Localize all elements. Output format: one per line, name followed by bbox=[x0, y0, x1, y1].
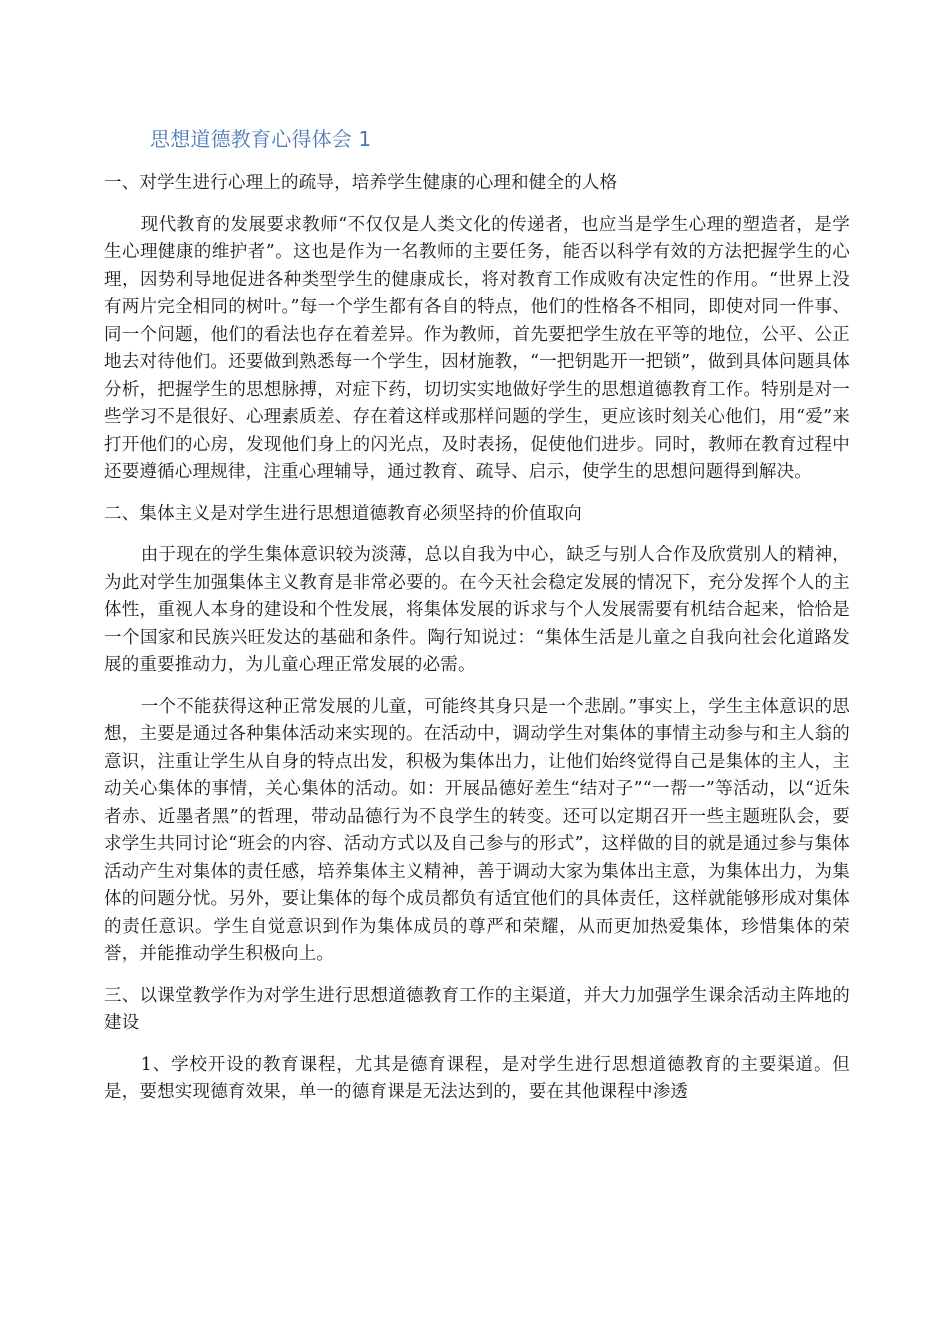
section-2-paragraph-2: 一个不能获得这种正常发展的儿童，可能终其身只是一个悲剧。”事实上，学生主体意识的思想，主要是通过各种集体活动来实现的。在活动中，调动学生对集体的事情主动参与和主人翁的意识，注重让学生从自身的特点出发，积极为集体出力，让他们始终觉得自己是集体的主人，主动关心集体的事情，关心集体的活动。如：开展品德好差生“结对子”“一帮一”等活动，以“近朱者赤、近墨者黑”的哲理，带动品德行为不良学生的转变。还可以定期召开一些主题班队会，要求学生共同讨论“班会的内容、活动方式以及自己参与的形式”，这样做的目的就是通过参与集体活动产生对集体的责任感，培养集体主义精神，善于调动大家为集体出主意，为集体出力，为集体的问题分忧。另外，要让集体的每个成员都负有适宜他们的具体责任，这样就能够形成对集体的责任意识。学生自觉意识到作为集体成员的尊严和荣耀，从而更加热爱集体，珍惜集体的荣誉，并能推动学生积极向上。 bbox=[104, 696, 850, 964]
document-title: 思想道德教育心得体会 1 bbox=[150, 127, 372, 151]
section-2-paragraph-1: 由于现在的学生集体意识较为淡薄，总以自我为中心，缺乏与别人合作及欣赏别人的精神，为此对学生加强集体主义教育是非常必要的。在今天社会稳定发展的情况下，充分发挥个人的主体性，重视人本身的建设和个性发展，将集体发展的诉求与个人发展需要有机结合起来，恰恰是一个国家和民族兴旺发达的基础和条件。陶行知说过：“集体生活是儿童之自我向社会化道路发展的重要推动力，为儿童心理正常发展的必需。 bbox=[104, 545, 850, 675]
section-1-paragraph-1: 现代教育的发展要求教师“不仅仅是人类文化的传递者，也应当是学生心理的塑造者，是学生心理健康的维护者”。这也是作为一名教师的主要任务，能否以科学有效的方法把握学生的心理，因势利导地促进各种类型学生的健康成长，将对教育工作成败有决定性的作用。“世界上没有两片完全相同的树叶。”每一个学生都有各自的特点，他们的性格各不相同，即使对同一件事、同一个问题，他们的看法也存在着差异。作为教师，首先要把学生放在平等的地位，公平、公正地去对待他们。还要做到熟悉每一个学生，因材施教，“一把钥匙开一把锁”，做到具体问题具体分析，把握学生的思想脉搏，对症下药，切切实实地做好学生的思想道德教育工作。特别是对一些学习不是很好、心理素质差、存在着这样或那样问题的学生，更应该时刻关心他们，用“爱”来打开他们的心房，发现他们身上的闪光点，及时表扬，促使他们进步。同时，教师在教育过程中还要遵循心理规律，注重心理辅导，通过教育、疏导、启示，使学生的思想问题得到解决。 bbox=[104, 214, 850, 482]
section-heading-3: 三、以课堂教学作为对学生进行思想道德教育工作的主渠道，并大力加强学生课余活动主阵地的建设 bbox=[104, 985, 850, 1033]
section-3-paragraph-1: 1、学校开设的教育课程，尤其是德育课程，是对学生进行思想道德教育的主要渠道。但是，要想实现德育效果，单一的德育课是无法达到的，要在其他课程中渗透 bbox=[104, 1054, 850, 1102]
section-heading-2: 二、集体主义是对学生进行思想道德教育必须坚持的价值取向 bbox=[104, 503, 582, 524]
document-body bbox=[104, 124, 850, 1121]
section-heading-1: 一、对学生进行心理上的疏导，培养学生健康的心理和健全的人格 bbox=[104, 173, 618, 193]
